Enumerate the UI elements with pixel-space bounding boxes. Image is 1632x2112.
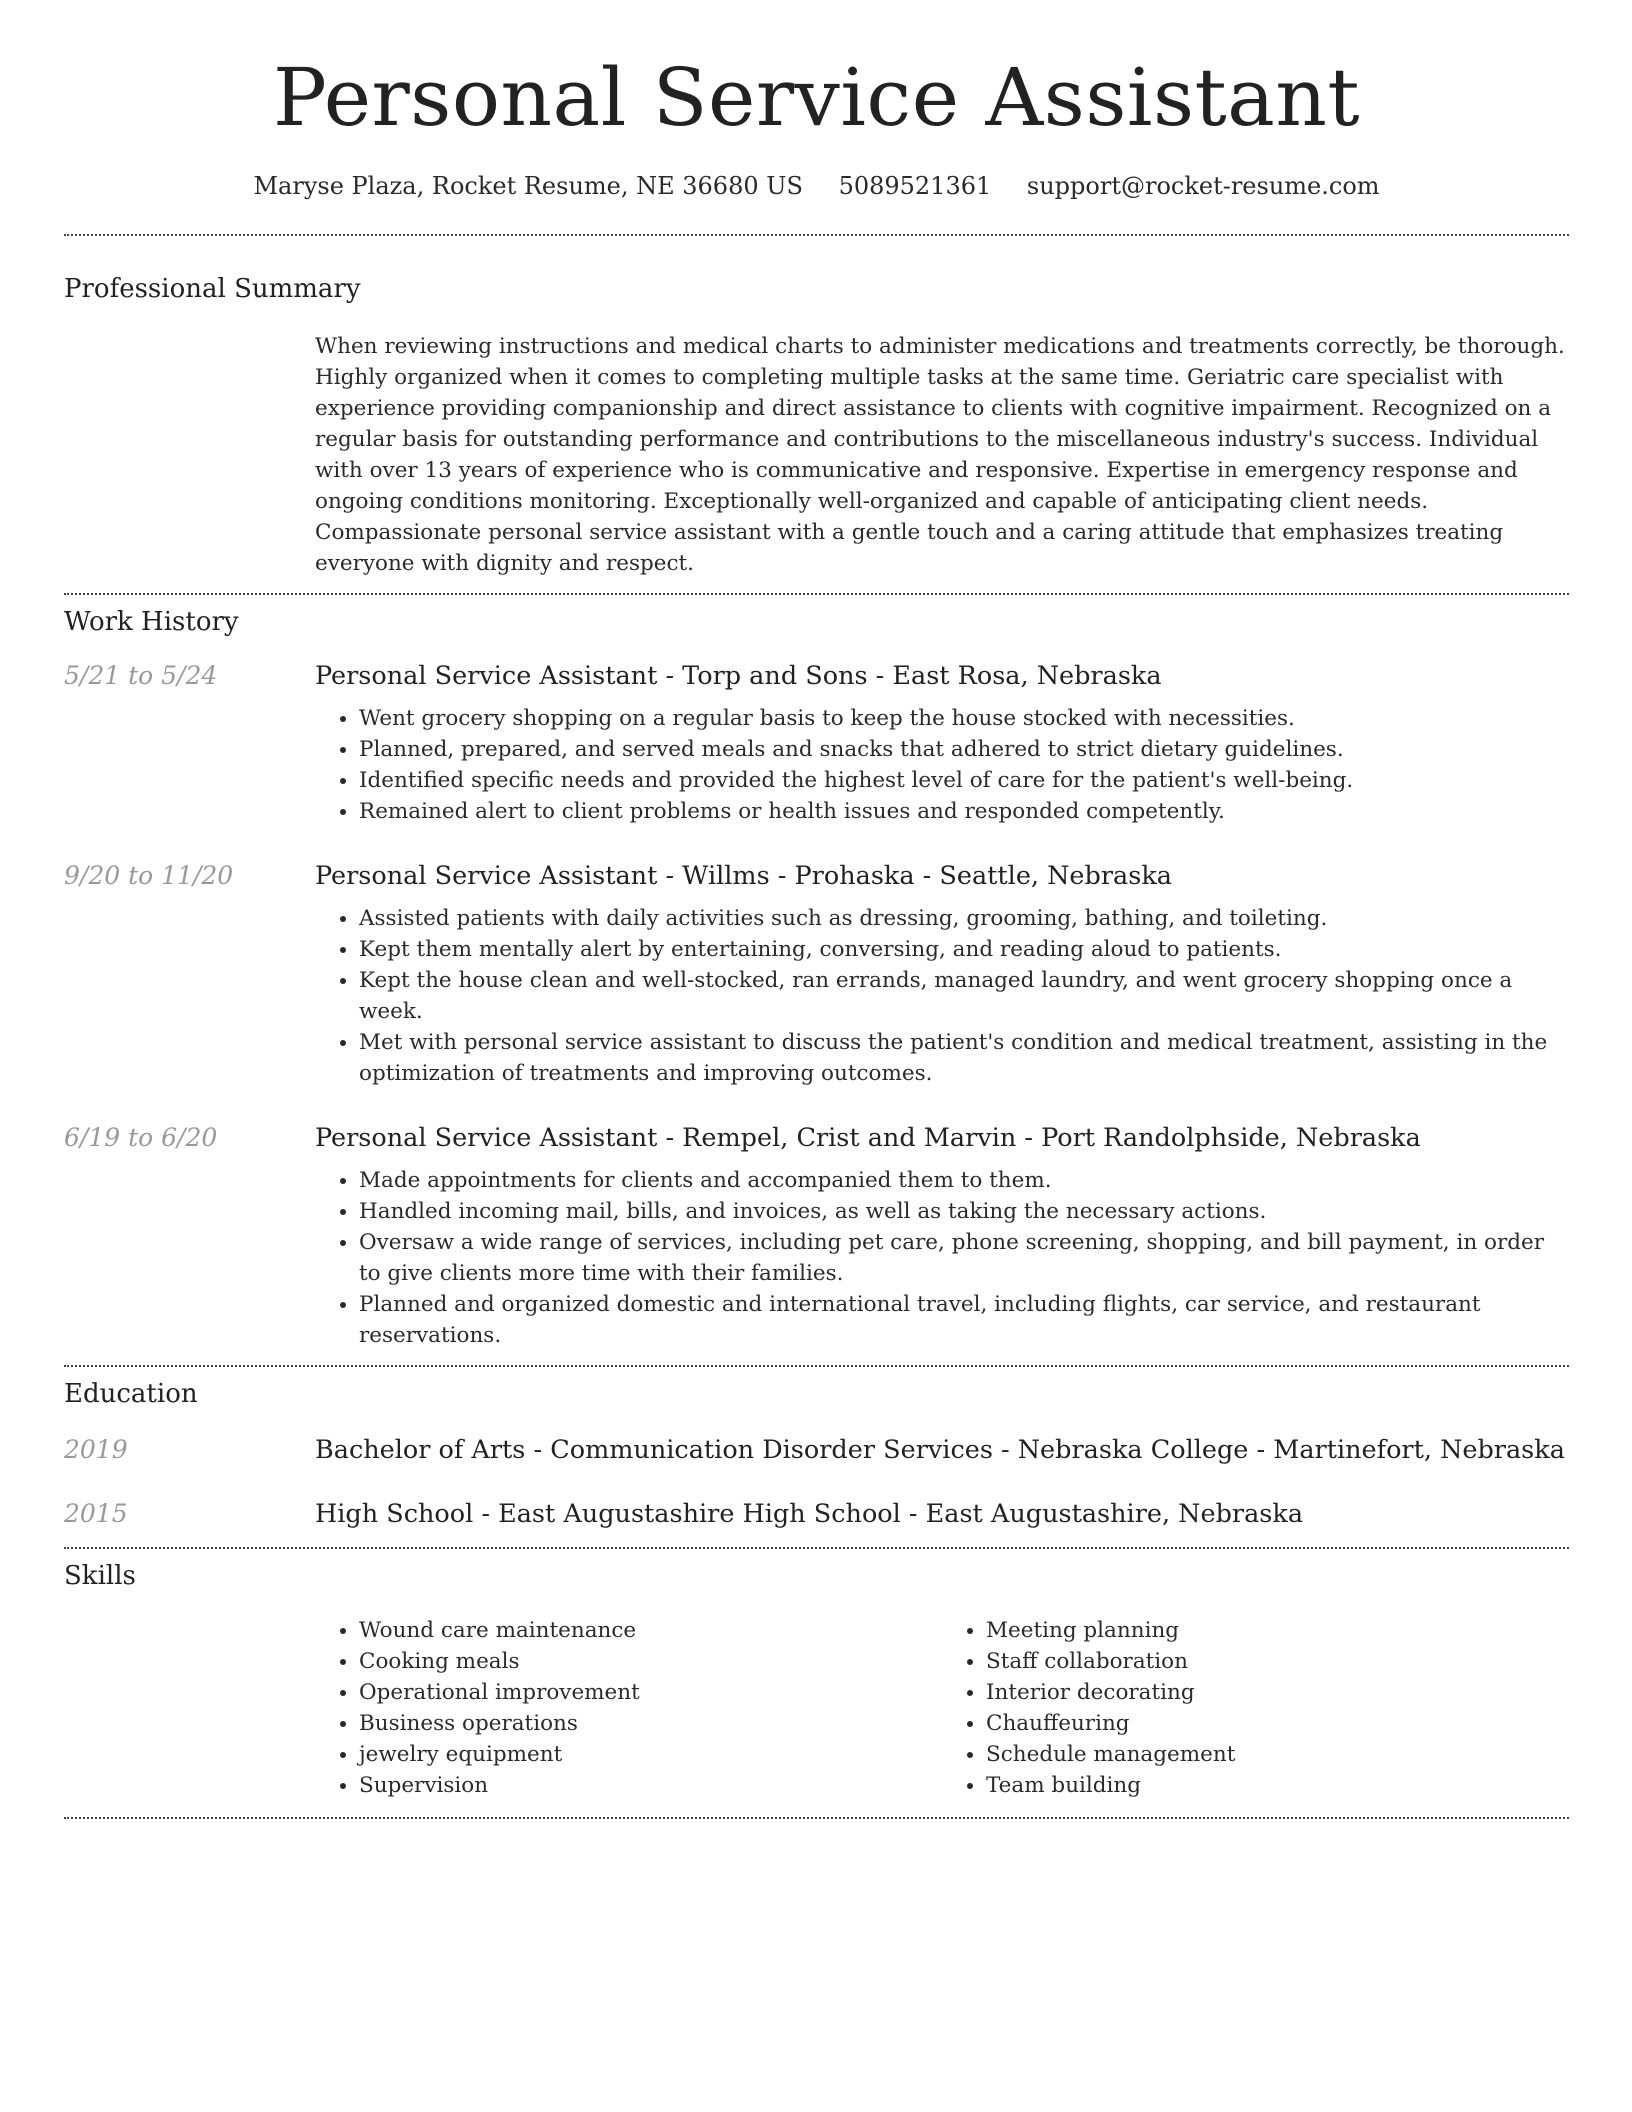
section-title-summary: Professional Summary bbox=[64, 274, 361, 304]
list-item: • Operational improvement bbox=[359, 1677, 942, 1708]
list-item: • Identified specific needs and provided the highest level of care for the patient's well-being. bbox=[359, 765, 1569, 796]
job-role: Personal Service Assistant bbox=[315, 1123, 658, 1153]
list-item: • Wound care maintenance bbox=[359, 1615, 942, 1646]
summary-row bbox=[64, 331, 1569, 579]
list-item: • Oversaw a wide range of services, including pet care, phone screening, shopping, and bill payment, in order to give clients more time with their families. bbox=[359, 1227, 1569, 1289]
contact-email: support@rocket-resume.com bbox=[1026, 172, 1380, 200]
skills-list-left bbox=[315, 1615, 942, 1801]
job-company: - Willms - Prohaska - Seattle, Nebraska bbox=[657, 861, 1172, 891]
education-heading bbox=[315, 1499, 1569, 1529]
divider bbox=[64, 1817, 1569, 1819]
list-item: • Schedule management bbox=[986, 1739, 1569, 1770]
list-item: • Remained alert to client problems or health issues and responded competently. bbox=[359, 796, 1569, 827]
job-dates: 9/20 to 11/20 bbox=[64, 861, 234, 890]
job-bullets bbox=[315, 903, 1569, 1089]
job-entry bbox=[64, 1123, 1569, 1351]
section-title-skills: Skills bbox=[64, 1561, 136, 1591]
list-item: • Kept the house clean and well-stocked, ran errands, managed laundry, and went grocery shopping once a week. bbox=[359, 965, 1569, 1027]
job-details bbox=[315, 1123, 1569, 1351]
contact-phone: 5089521361 bbox=[838, 172, 992, 200]
candidate-name: Personal Service Assistant bbox=[272, 51, 1361, 144]
list-item: • Went grocery shopping on a regular basis to keep the house stocked with necessities. bbox=[359, 703, 1569, 734]
job-bullets bbox=[315, 1165, 1569, 1351]
job-heading bbox=[315, 1123, 1569, 1153]
skills-spacer bbox=[64, 1615, 315, 1801]
list-item: • Meeting planning bbox=[986, 1615, 1569, 1646]
contact-line bbox=[64, 172, 1569, 200]
list-item: • Planned and organized domestic and international travel, including flights, car service, and restaurant reservations. bbox=[359, 1289, 1569, 1351]
contact-address: Maryse Plaza, Rocket Resume, NE 36680 US bbox=[253, 172, 803, 200]
education-year: 2015 bbox=[64, 1499, 128, 1528]
education-entry bbox=[64, 1499, 1569, 1529]
job-heading bbox=[315, 861, 1569, 891]
education-degree: Bachelor of Arts - Communication Disorder Services bbox=[315, 1435, 993, 1465]
list-item: • Assisted patients with daily activities such as dressing, grooming, bathing, and toileting. bbox=[359, 903, 1569, 934]
summary-text: When reviewing instructions and medical charts to administer medications and treatments correctly, be thorough. Highly organized when it comes to completing multiple tasks at the same time. Geriatric care specialist with experience providing companionship and direct assistance to clients with cognitive impairment. Recognized on a regular basis for outstanding performance and contributions to the miscellaneous industry's success. Individual with over 13 years of experience who is communicative and responsive. Expertise in emergency response and ongoing conditions monitoring. Exceptionally well-organized and capable of anticipating client needs. Compassionate personal service assistant with a gentle touch and a caring attitude that emphasizes treating everyone with dignity and respect. bbox=[315, 334, 1565, 576]
list-item: • Supervision bbox=[359, 1770, 942, 1801]
divider bbox=[64, 1547, 1569, 1549]
job-bullets bbox=[315, 703, 1569, 827]
education-degree: High School bbox=[315, 1499, 474, 1529]
divider bbox=[64, 593, 1569, 595]
job-entry bbox=[64, 861, 1569, 1089]
summary-spacer bbox=[64, 331, 315, 579]
education-details: - Nebraska College - Martinefort, Nebraska bbox=[992, 1435, 1565, 1465]
education-heading bbox=[315, 1435, 1569, 1465]
list-item: • Kept them mentally alert by entertaining, conversing, and reading aloud to patients. bbox=[359, 934, 1569, 965]
job-company: - Rempel, Crist and Marvin - Port Randolphside, Nebraska bbox=[657, 1123, 1421, 1153]
divider bbox=[64, 1365, 1569, 1367]
education-year: 2019 bbox=[64, 1435, 128, 1464]
job-dates: 6/19 to 6/20 bbox=[64, 1123, 218, 1152]
skills-columns bbox=[315, 1615, 1569, 1801]
list-item: • jewelry equipment bbox=[359, 1739, 942, 1770]
job-details bbox=[315, 861, 1569, 1089]
job-company: - Torp and Sons - East Rosa, Nebraska bbox=[657, 661, 1162, 691]
job-dates: 5/21 to 5/24 bbox=[64, 661, 218, 690]
skills-row bbox=[64, 1615, 1569, 1801]
list-item: • Team building bbox=[986, 1770, 1569, 1801]
list-item: • Staff collaboration bbox=[986, 1646, 1569, 1677]
list-item: • Chauffeuring bbox=[986, 1708, 1569, 1739]
section-title-work: Work History bbox=[64, 607, 239, 637]
education-details: - East Augustashire High School - East Augustashire, Nebraska bbox=[473, 1499, 1304, 1529]
list-item: • Met with personal service assistant to discuss the patient's condition and medical treatment, assisting in the optimization of treatments and improving outcomes. bbox=[359, 1027, 1569, 1089]
divider bbox=[64, 234, 1569, 236]
list-item: • Handled incoming mail, bills, and invoices, as well as taking the necessary actions. bbox=[359, 1196, 1569, 1227]
job-details bbox=[315, 661, 1569, 827]
list-item: • Interior decorating bbox=[986, 1677, 1569, 1708]
list-item: • Made appointments for clients and accompanied them to them. bbox=[359, 1165, 1569, 1196]
skills-list-right bbox=[942, 1615, 1569, 1801]
education-entry bbox=[64, 1435, 1569, 1465]
job-role: Personal Service Assistant bbox=[315, 861, 658, 891]
section-title-education: Education bbox=[64, 1379, 198, 1409]
job-heading bbox=[315, 661, 1569, 691]
list-item: • Business operations bbox=[359, 1708, 942, 1739]
list-item: • Planned, prepared, and served meals and snacks that adhered to strict dietary guidelines. bbox=[359, 734, 1569, 765]
job-entry bbox=[64, 661, 1569, 827]
resume-page bbox=[64, 0, 1569, 1819]
job-role: Personal Service Assistant bbox=[315, 661, 658, 691]
list-item: • Cooking meals bbox=[359, 1646, 942, 1677]
